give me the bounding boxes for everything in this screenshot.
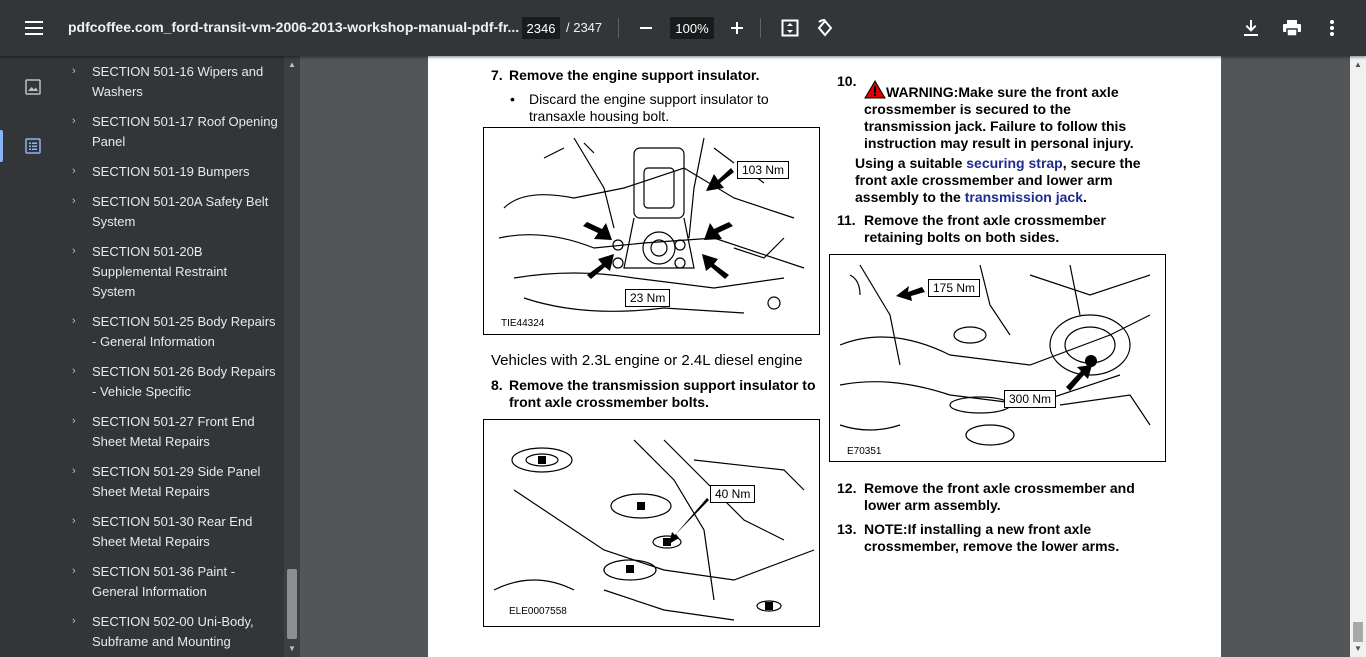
outline-item[interactable]: › SECTION 501-26 Body Repairs - Vehicle Specific [72,364,276,399]
crossmember-drawing [830,255,1165,461]
scrollbar-thumb[interactable] [1353,622,1363,642]
figure-transmission-support [483,419,820,627]
pdf-page [428,56,1221,657]
outline-item[interactable]: › SECTION 501-30 Rear End Sheet Metal Repairs [72,514,253,549]
figure-crossmember [829,254,1166,462]
scroll-up-icon[interactable]: ▲ [1354,60,1362,69]
more-icon[interactable] [1321,17,1343,39]
torque-label: 103 Nm [737,161,789,179]
vehicles-note: Vehicles with 2.3L engine or 2.4L diesel engine [491,352,803,369]
zoom-level-input[interactable]: 100% [670,17,714,39]
step-7-number: 7. [491,67,503,83]
zoom-out-icon[interactable] [636,18,656,38]
step-10-number: 10. [837,73,857,89]
chevron-right-icon: › [72,515,76,527]
chevron-right-icon: › [72,415,76,427]
document-title: pdfcoffee.com_ford-transit-vm-2006-2013-workshop-manual-pdf-fr... [68,19,520,35]
figure-id: ELE0007558 [509,606,567,617]
chevron-right-icon: › [72,565,76,577]
main-scrollbar[interactable] [1350,56,1366,657]
chevron-right-icon: › [72,65,76,77]
step-13-text: NOTE:If installing a new front axle crossmember, remove the lower arms. [864,521,1120,554]
chevron-right-icon: › [72,465,76,477]
sidebar-scrollbar[interactable] [284,56,300,657]
chevron-right-icon: › [72,615,76,627]
step-8-text: Remove the transmission support insulator to front axle crossmember bolts. [509,377,816,410]
outline-item[interactable]: › SECTION 501-16 Wipers and Washers [72,64,264,99]
scroll-down-icon[interactable]: ▼ [1354,644,1362,653]
outline-item[interactable]: › SECTION 502-00 Uni-Body, Subframe and Mounting [72,614,254,649]
chevron-right-icon: › [72,165,76,177]
scroll-up-icon[interactable]: ▲ [288,60,296,69]
sidebar [0,56,300,657]
step-10-body: Using a suitable securing strap, secure the front axle crossmember and lower arm assembly to the transmission jack. [855,155,1141,205]
figure-id: TIE44324 [501,318,545,329]
toolbar-divider [760,18,761,38]
page-number-input[interactable]: 2346 [522,17,560,39]
outline-item[interactable]: › SECTION 501-17 Roof Opening Panel [72,114,278,149]
step-12-text: Remove the front axle crossmember and lower arm assembly. [864,480,1135,513]
scrollbar-thumb[interactable] [287,569,297,639]
chevron-right-icon: › [72,365,76,377]
page-total: / 2347 [566,20,603,35]
outline-item[interactable]: › SECTION 501-29 Side Panel Sheet Metal Repairs [72,464,261,499]
warning-icon [864,80,886,99]
torque-label: 23 Nm [625,289,670,307]
bullet: • [510,91,515,107]
zoom-in-icon[interactable] [727,18,747,38]
sidebar-rail [0,56,66,657]
document-outline [66,56,284,657]
download-icon[interactable] [1240,17,1262,39]
pdf-toolbar [0,0,1366,56]
warning-label: WARNING: [886,84,959,100]
torque-label: 175 Nm [928,279,980,297]
toolbar-divider [618,18,619,38]
transmission-jack-link[interactable]: transmission jack [964,189,1083,205]
active-indicator [0,130,3,162]
step-11-text: Remove the front axle crossmember retaining bolts on both sides. [864,212,1106,245]
rotate-icon[interactable] [814,17,836,39]
securing-strap-link[interactable]: securing strap [966,155,1063,171]
outline-item[interactable]: › SECTION 501-20B Supplemental Restraint System [72,244,228,299]
outline-item[interactable]: › SECTION 501-19 Bumpers [72,164,250,179]
thumbnails-icon[interactable] [22,76,44,98]
step-7-bullet-text: Discard the engine support insulator to transaxle housing bolt. [529,91,769,124]
outline-item[interactable]: › SECTION 501-36 Paint - General Information [72,564,236,599]
torque-label: 300 Nm [1004,390,1056,408]
warning-text: Make sure the front axle crossmember is secured to the transmission jack. Failure to follow this instruction may result in personal injury. [864,84,1134,151]
step-13-number: 13. [837,521,857,537]
outline-item[interactable]: › SECTION 501-20A Safety Belt System [72,194,269,229]
menu-icon[interactable] [20,16,48,40]
chevron-right-icon: › [72,245,76,257]
outline-icon[interactable] [22,135,44,157]
fit-page-icon[interactable] [779,17,801,39]
figure-id: E70351 [847,446,882,457]
outline-item[interactable]: › SECTION 501-27 Front End Sheet Metal Repairs [72,414,255,449]
step-8-number: 8. [491,377,503,393]
print-icon[interactable] [1281,17,1303,39]
chevron-right-icon: › [72,315,76,327]
chevron-right-icon: › [72,115,76,127]
transmission-support-drawing [484,420,819,626]
torque-label: 40 Nm [710,485,755,503]
step-12-number: 12. [837,480,857,496]
step-11-number: 11. [837,212,856,228]
warning-block [864,80,1154,152]
note-label: NOTE: [864,521,908,537]
figure-engine-support [483,127,820,335]
step-7-text: Remove the engine support insulator. [509,67,760,83]
scroll-down-icon[interactable]: ▼ [288,644,296,653]
outline-item[interactable]: › SECTION 501-25 Body Repairs - General Information [72,314,276,349]
chevron-right-icon: › [72,195,76,207]
